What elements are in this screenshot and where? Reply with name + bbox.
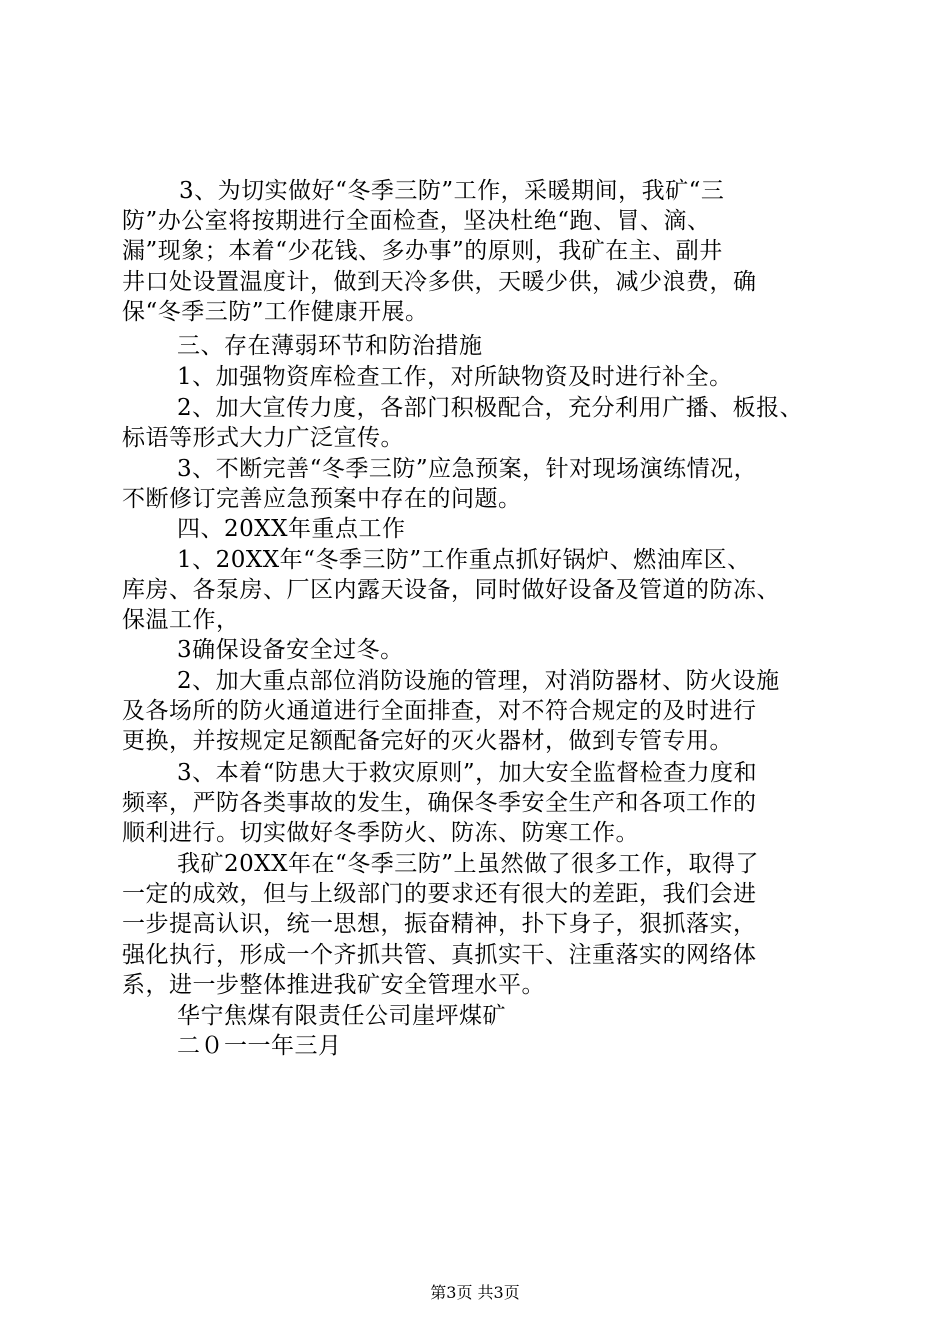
text-line: 我矿20XX年在“冬季三防”上虽然做了很多工作，取得了 xyxy=(177,851,760,877)
text-line: 3、为切实做好“冬季三防”工作，采暖期间，我矿“三 xyxy=(179,178,725,204)
text-line: 更换，并按规定足额配备完好的灭火器材，做到专管专用。 xyxy=(122,728,733,754)
text-line: 一步提高认识，统一思想，振奋精神，扑下身子，狠抓落实， xyxy=(122,911,757,937)
text-line: 1、20XX年“冬季三防”工作重点抓好锅炉、燃油库区、 xyxy=(177,547,751,573)
text-line: 2、加大重点部位消防设施的管理，对消防器材、防火设施 xyxy=(177,668,780,694)
text-line: 漏”现象；本着“少花钱、多办事”的原则，我矿在主、副井 xyxy=(122,238,723,264)
section-heading: 三、存在薄弱环节和防治措施 xyxy=(177,333,483,359)
text-line: 系，进一步整体推进我矿安全管理水平。 xyxy=(122,972,545,998)
text-line: 标语等形式大力广泛宣传。 xyxy=(122,425,404,451)
text-line: 保“冬季三防”工作健康开展。 xyxy=(122,299,429,325)
text-line: 频率，严防各类事故的发生，确保冬季安全生产和各项工作的 xyxy=(122,790,757,816)
text-line: 及各场所的防火通道进行全面排查，对不符合规定的及时进行 xyxy=(122,698,757,724)
text-line: 库房、各泵房、厂区内露天设备，同时做好设备及管道的防冻、 xyxy=(122,577,780,603)
text-line: 3、不断完善“冬季三防”应急预案，针对现场演练情况， xyxy=(177,456,758,482)
text-line: 保温工作， xyxy=(122,607,240,633)
text-line: 防”办公室将按期进行全面检查，坚决杜绝“跑、冒、滴、 xyxy=(122,208,711,234)
text-line: 1、加强物资库检查工作，对所缺物资及时进行补全。 xyxy=(177,364,733,390)
text-line: 3、本着“防患大于救灾原则”，加大安全监督检查力度和 xyxy=(177,760,758,786)
text-line: 井口处设置温度计，做到天冷多供，天暖少供，减少浪费，确 xyxy=(122,269,757,295)
section-heading: 四、20XX年重点工作 xyxy=(177,516,406,542)
page-number-footer: 第3页 共3页 xyxy=(430,1283,520,1302)
text-line: 一定的成效，但与上级部门的要求还有很大的差距，我们会进 xyxy=(122,881,757,907)
text-line: 强化执行，形成一个齐抓共管、真抓实干、注重落实的网络体 xyxy=(122,942,757,968)
text-line: 顺利进行。切实做好冬季防火、防冻、防寒工作。 xyxy=(122,820,639,846)
text-line: 2、加大宣传力度，各部门积极配合，充分利用广播、板报、 xyxy=(177,395,804,421)
signature-date: 二０一一年三月 xyxy=(177,1033,342,1059)
text-line: 3确保设备安全过冬。 xyxy=(177,637,404,663)
text-line: 不断修订完善应急预案中存在的问题。 xyxy=(122,486,522,512)
signature-organization: 华宁焦煤有限责任公司崖坪煤矿 xyxy=(177,1003,506,1029)
